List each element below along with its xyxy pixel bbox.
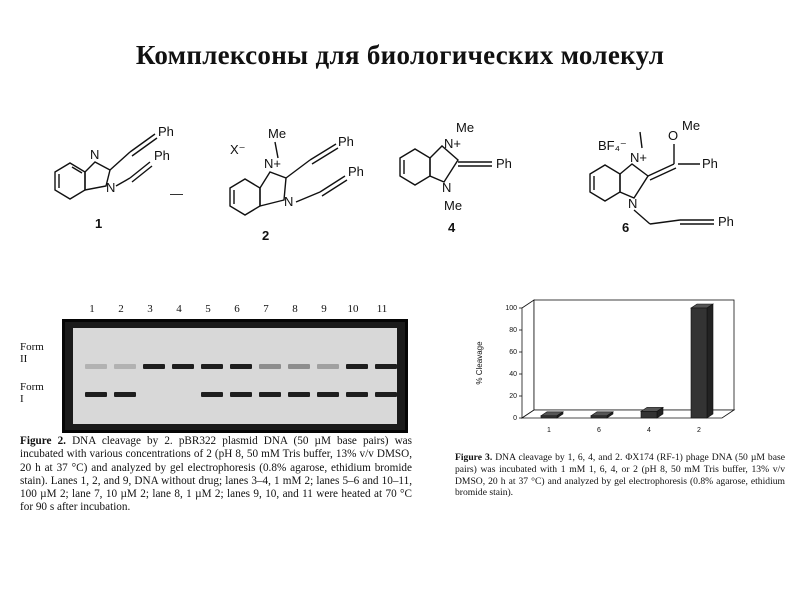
- ph-label: Ph: [718, 214, 734, 229]
- ph-label: Ph: [348, 164, 364, 179]
- gel-lane-number: 3: [147, 303, 153, 315]
- gel-image: [62, 319, 408, 433]
- n-atom-label: N: [284, 194, 294, 209]
- n-atom-label: N: [628, 196, 638, 211]
- n-plus-label: N+: [630, 150, 647, 165]
- y-tick-label: 100: [505, 305, 517, 312]
- compound-1-structure: [55, 124, 174, 231]
- figure-3-label: Figure 3.: [455, 452, 493, 463]
- ph-label: Ph: [158, 124, 174, 139]
- n-plus-label: N+: [444, 136, 461, 151]
- y-tick-label: 40: [509, 371, 517, 378]
- gel-band-form-ii: [346, 364, 368, 369]
- chart-side-wall: [522, 300, 534, 418]
- compound-number: 4: [448, 220, 456, 235]
- y-tick-label: 0: [513, 415, 517, 422]
- y-axis-label: % Cleavage: [475, 341, 484, 385]
- gel-band-form-ii: [230, 364, 252, 369]
- n-atom-label: N: [442, 180, 452, 195]
- me-label: Me: [268, 126, 287, 141]
- ph-label: Ph: [496, 156, 512, 171]
- bar: [641, 411, 657, 418]
- o-atom-label: O: [668, 128, 679, 143]
- me-label: Me: [444, 198, 463, 213]
- y-tick-label: 20: [509, 393, 517, 400]
- compound-number: 6: [622, 220, 630, 235]
- gel-lane-number: 4: [176, 303, 182, 315]
- gel-band-form-i: [85, 392, 107, 397]
- gel-band-form-i: [230, 392, 252, 397]
- compound-number: 1: [95, 216, 103, 231]
- chemical-structures: [30, 110, 790, 250]
- compound-number: 2: [262, 228, 270, 243]
- counterion-label: X⁻: [230, 142, 246, 157]
- gel-band-form-i: [288, 392, 310, 397]
- gel-band-form-ii: [288, 364, 310, 369]
- gel-band-form-ii: [317, 364, 339, 369]
- gel-band-form-ii: [143, 364, 165, 369]
- compound-6-structure: [590, 118, 734, 235]
- gel-lane-number: 9: [321, 303, 327, 315]
- n-plus-label: N+: [264, 156, 281, 171]
- gel-band-form-i: [375, 392, 397, 397]
- ph-label: Ph: [338, 134, 354, 149]
- gel-band-form-i: [114, 392, 136, 397]
- n-atom-label: N: [90, 147, 100, 162]
- gel-band-form-i: [346, 392, 368, 397]
- gel-band-form-ii: [201, 364, 223, 369]
- gel-lane-number: 5: [205, 303, 211, 315]
- x-tick-label: 4: [647, 427, 651, 434]
- n-atom-label: N: [106, 180, 116, 195]
- gel-lane-number: 7: [263, 303, 269, 315]
- gel-lane-number: 6: [234, 303, 240, 315]
- gel-lane-number: 2: [118, 303, 124, 315]
- counterion-label: BF₄⁻: [598, 138, 627, 153]
- compound-2-structure: [230, 126, 364, 243]
- gel-lane-number: 8: [292, 303, 298, 315]
- bar: [691, 308, 707, 418]
- cleavage-bar-chart: [460, 290, 760, 450]
- gel-band-form-i: [259, 392, 281, 397]
- form-ii-label: Form II: [20, 341, 44, 365]
- gel-band-form-ii: [375, 364, 397, 369]
- gel-band-form-ii: [259, 364, 281, 369]
- x-tick-label: 1: [547, 427, 551, 434]
- bar: [591, 416, 607, 418]
- figure-2-label: Figure 2.: [20, 435, 66, 447]
- gel-band-form-i: [201, 392, 223, 397]
- figure-3-caption: [455, 452, 785, 499]
- bar: [541, 416, 557, 418]
- y-tick-label: 80: [509, 327, 517, 334]
- gel-lane-number: 10: [347, 303, 359, 315]
- compound-4-structure: [400, 120, 512, 235]
- gel-band-form-ii: [172, 364, 194, 369]
- gel-band-form-ii: [114, 364, 136, 369]
- y-tick-label: 60: [509, 349, 517, 356]
- ph-label: Ph: [154, 148, 170, 163]
- gel-band-form-ii: [85, 364, 107, 369]
- gel-lane-number: 11: [376, 303, 388, 315]
- form-i-label: Form I: [20, 381, 44, 405]
- me-label: Me: [456, 120, 475, 135]
- ph-label: Ph: [702, 156, 718, 171]
- svg-text:—: —: [170, 186, 183, 201]
- x-tick-label: 6: [597, 427, 601, 434]
- bar-side: [707, 304, 713, 418]
- figure-2-text: DNA cleavage by 2. pBR322 plasmid DNA (50 µM base pairs) was incubated with various concentrations of 2 (pH 8, 50 mM Tris buffer, 13% v/v DMSO, 20 h at 37 °C) and analyzed by gel electrophoresis (0.8% agarose, ethidium bromide stain). Lanes 1, 2, and 9, DNA without drug; lanes 3–4, 1 mM 2; lanes 5–6 and 10–11, 100 µM 2; lane 7, 10 µM 2; lane 8, 1 µM 2; lanes 9, 10, and 11 were heated at 70 °C for 90 s after incubation.: [20, 435, 412, 514]
- figure-3-text: DNA cleavage by 1, 6, 4, and 2. ΦX174 (RF-1) phage DNA (50 µM base pairs) was incubated with 1 mM 1, 6, 4, or 2 (pH 8, 50 mM Tris buffer, 13% v/v DMSO, 20 h at 37 °C) and analyzed by gel electrophoresis (0.8% agarose, ethidium bromide stain).: [455, 452, 785, 499]
- x-tick-label: 2: [697, 427, 701, 434]
- gel-band-form-i: [317, 392, 339, 397]
- page-title: Комплексоны для биологических молекул: [135, 40, 665, 70]
- figure-2-caption: [20, 435, 412, 515]
- gel-image-panel: [20, 303, 410, 433]
- gel-lane-number: 1: [89, 303, 95, 315]
- me-label: Me: [682, 118, 701, 133]
